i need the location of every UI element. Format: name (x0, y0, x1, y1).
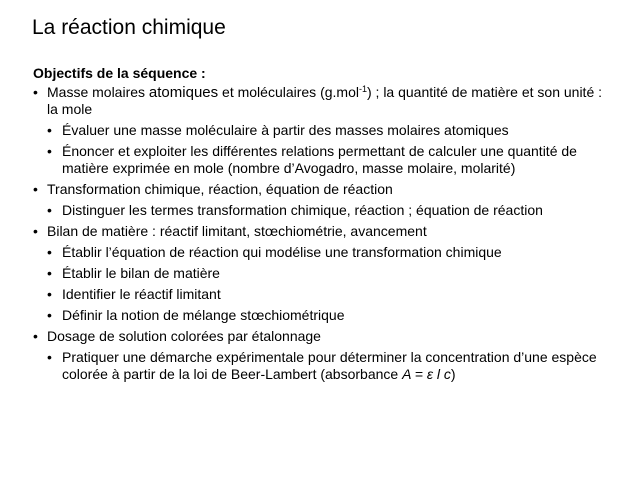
sub-objective-text: Définir la notion de mélange stœchiométrique (62, 307, 345, 323)
sub-objective-item (47, 143, 613, 177)
sub-objective-item (47, 265, 613, 282)
slide-title: La réaction chimique (32, 16, 226, 39)
sub-objective-text (62, 349, 597, 382)
objective-item-balance (33, 223, 613, 324)
bullet-icon: • (47, 307, 52, 323)
bullet-icon: • (47, 202, 52, 218)
objective-item-molar-mass (33, 84, 613, 177)
bullet-icon: • (47, 143, 52, 159)
text-part: Masse molaires (47, 84, 149, 100)
objective-item-dosage (33, 328, 613, 383)
objective-text: Dosage de solution colorées par étalonnage (47, 328, 321, 344)
bullet-icon: • (47, 349, 52, 365)
bullet-icon: • (33, 223, 38, 239)
objective-text: Transformation chimique, réaction, équation de réaction (47, 181, 393, 197)
objectives-heading: Objectifs de la séquence : (33, 65, 206, 81)
sub-objective-item (47, 286, 613, 303)
text-part: atomiques (148, 84, 219, 101)
bullet-icon: • (33, 84, 38, 100)
sub-objective-text: Identifier le réactif limitant (62, 286, 221, 302)
bullet-icon: • (47, 244, 52, 260)
superscript: -1 (358, 84, 367, 94)
sub-objective-text: Établir l’équation de réaction qui modélise une transformation chimique (62, 244, 502, 260)
bullet-icon: • (47, 286, 52, 302)
sub-objective-text: Évaluer une masse moléculaire à partir des masses molaires atomiques (62, 122, 509, 138)
sub-objective-item (47, 307, 613, 324)
sub-objective-text: Énoncer et exploiter les différentes relations permettant de calculer une quantité de matière exprimée en mole (nombre d’Avogadro, masse molaire, molarité) (62, 143, 577, 176)
bullet-icon: • (33, 181, 38, 197)
text-part: Pratiquer une démarche expérimentale pour déterminer la concentration d’une espèce colorée à partir de la loi de Beer-Lambert (absorbance (62, 349, 597, 382)
beer-lambert-formula: A = ε l c (402, 366, 451, 382)
sub-objective-text: Établir le bilan de matière (62, 265, 220, 281)
bullet-icon: • (33, 328, 38, 344)
bullet-icon: • (47, 265, 52, 281)
objective-item-transformation (33, 181, 613, 219)
objective-text: Bilan de matière : réactif limitant, stœchiométrie, avancement (47, 223, 427, 239)
sub-objective-item (47, 349, 613, 383)
text-part: ) (450, 366, 456, 382)
objectives-list (33, 84, 613, 387)
text-part: ) ; la quantité de matière et son unité : la mole (47, 84, 603, 117)
text-part: et moléculaires (g.mol (218, 84, 359, 100)
bullet-icon: • (47, 122, 52, 138)
sub-objective-item (47, 202, 613, 219)
sub-objective-text: Distinguer les termes transformation chimique, réaction ; équation de réaction (62, 202, 543, 218)
sub-objective-item (47, 122, 613, 139)
objective-text (47, 84, 602, 117)
sub-objective-item (47, 244, 613, 261)
